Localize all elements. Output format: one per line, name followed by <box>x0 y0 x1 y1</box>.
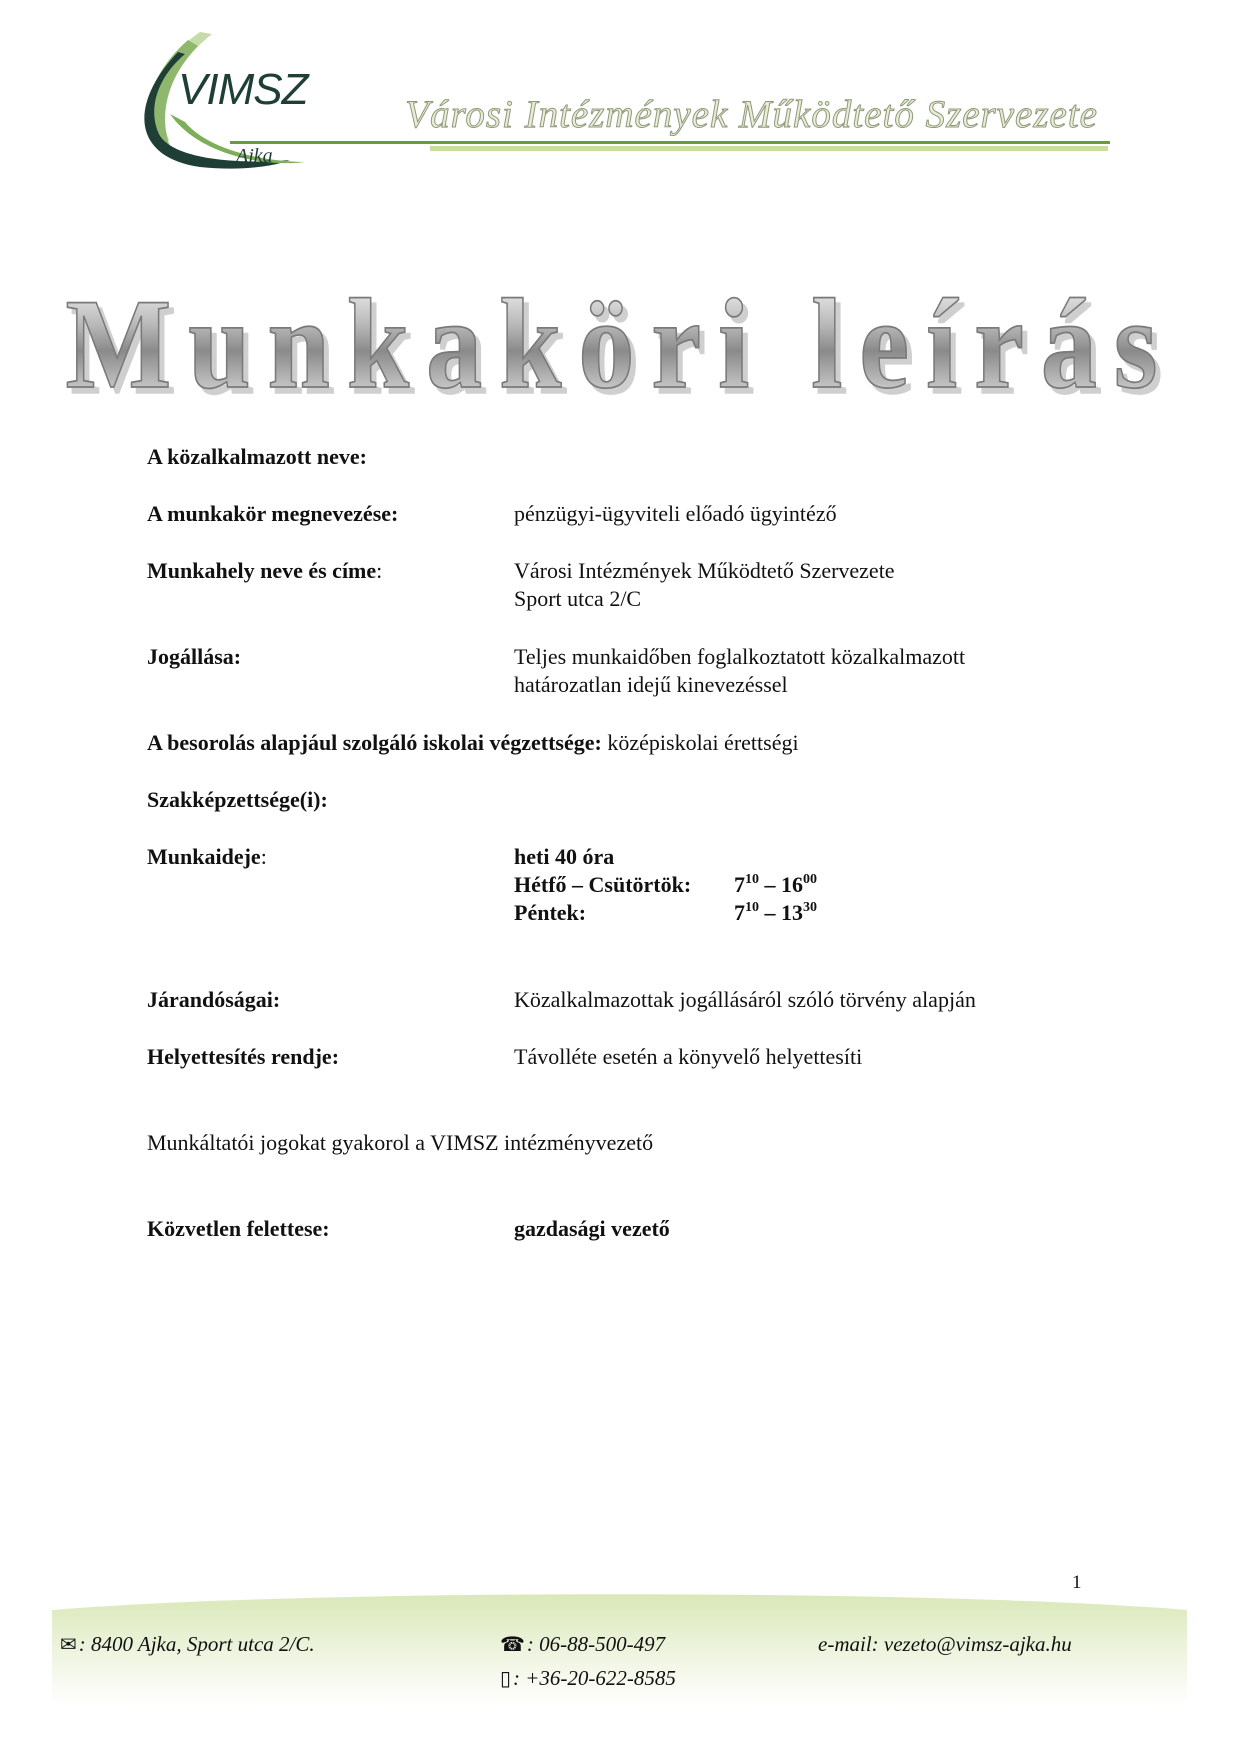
status-value-line-1: Teljes munkaidőben foglalkoztatott közalkalmazott <box>514 644 966 669</box>
header-rule-dark <box>230 141 1110 144</box>
time-to-hour: 13 <box>781 900 803 925</box>
working-hours-label <box>147 843 267 871</box>
weekly-hours: heti 40 óra <box>514 844 615 869</box>
status-label: Jogállása: <box>147 644 242 669</box>
logo-subtext: Ajka <box>236 145 273 167</box>
benefits-value: Közalkalmazottak jogállásáról szóló törvény alapján <box>514 987 976 1012</box>
schedule-row <box>514 871 817 899</box>
substitution-label: Helyettesítés rendje: <box>147 1044 340 1069</box>
footer-address-text: : 8400 Ajka, Sport utca 2/C. <box>78 1632 315 1656</box>
document-title: Munkaköri leírás <box>0 280 1240 409</box>
workplace-value-line-2: Sport utca 2/C <box>514 586 642 611</box>
employee-name-label: A közalkalmazott neve: <box>147 444 367 469</box>
working-hours-label-colon: : <box>260 844 267 869</box>
vimsz-logo <box>130 22 360 192</box>
envelope-icon: ✉ <box>60 1634 77 1656</box>
footer-phone-text: : 06-88-500-497 <box>526 1632 666 1656</box>
logo-text: VIMSZ <box>178 65 308 114</box>
time-to-minute: 00 <box>803 872 817 887</box>
footer-mobile-text: : +36-20-622-8585 <box>513 1666 676 1690</box>
header-rule-light <box>430 146 1108 151</box>
time-to-hour: 16 <box>781 872 803 897</box>
time-to-minute: 30 <box>803 900 817 915</box>
footer-address <box>60 1632 315 1657</box>
status-value-line-2: határozatlan idejű kinevezéssel <box>514 672 788 697</box>
position-label: A munkakör megnevezése: <box>147 501 399 526</box>
time-from-hour: 7 <box>734 872 745 897</box>
footer-email <box>818 1632 1072 1657</box>
page-number: 1 <box>1072 1572 1082 1593</box>
footer-phone <box>500 1632 665 1657</box>
education-label: A besorolás alapjául szolgáló iskolai végzettsége: <box>147 730 602 755</box>
time-separator: – <box>759 900 781 925</box>
position-value: pénzügyi-ügyviteli előadó ügyintéző <box>514 501 837 526</box>
workplace-label-colon: : <box>376 558 383 583</box>
substitution-value: Távolléte esetén a könyvelő helyettesíti <box>514 1044 863 1069</box>
working-hours-label-text: Munkaideje <box>147 844 261 869</box>
schedule-day: Hétfő – Csütörtök: <box>514 872 692 897</box>
footer-mobile <box>500 1666 676 1691</box>
time-from-minute: 10 <box>745 872 759 887</box>
workplace-label-text: Munkahely neve és címe <box>147 558 377 583</box>
working-hours-value <box>514 843 817 927</box>
footer-email-text: e-mail: vezeto@vimsz-ajka.hu <box>818 1632 1072 1656</box>
supervisor-value: gazdasági vezető <box>514 1216 670 1241</box>
schedule-time <box>734 899 817 927</box>
organization-title: Városi Intézmények Működtető Szervezete <box>405 93 1098 136</box>
education-value: középiskolai érettségi <box>607 730 799 755</box>
schedule-day: Péntek: <box>514 900 587 925</box>
status-value <box>514 643 965 699</box>
workplace-label <box>147 557 382 585</box>
mobile-phone-icon: ▯ <box>500 1668 512 1690</box>
time-from-minute: 10 <box>745 900 759 915</box>
qualification-label: Szakképzettsége(i): <box>147 787 328 812</box>
schedule-time <box>734 871 817 899</box>
benefits-label: Járandóságai: <box>147 987 281 1012</box>
time-from-hour: 7 <box>734 900 745 925</box>
employer-rights-row <box>147 1129 653 1157</box>
schedule-row <box>514 899 817 927</box>
workplace-value <box>514 557 895 613</box>
education-row <box>147 729 799 757</box>
supervisor-label: Közvetlen felettese: <box>147 1216 330 1241</box>
telephone-icon: ☎ <box>500 1634 525 1656</box>
time-separator: – <box>759 872 781 897</box>
employer-rights-text: Munkáltatói jogokat gyakorol a VIMSZ intézményvezető <box>147 1130 654 1155</box>
workplace-value-line-1: Városi Intézmények Működtető Szervezete <box>514 558 895 583</box>
